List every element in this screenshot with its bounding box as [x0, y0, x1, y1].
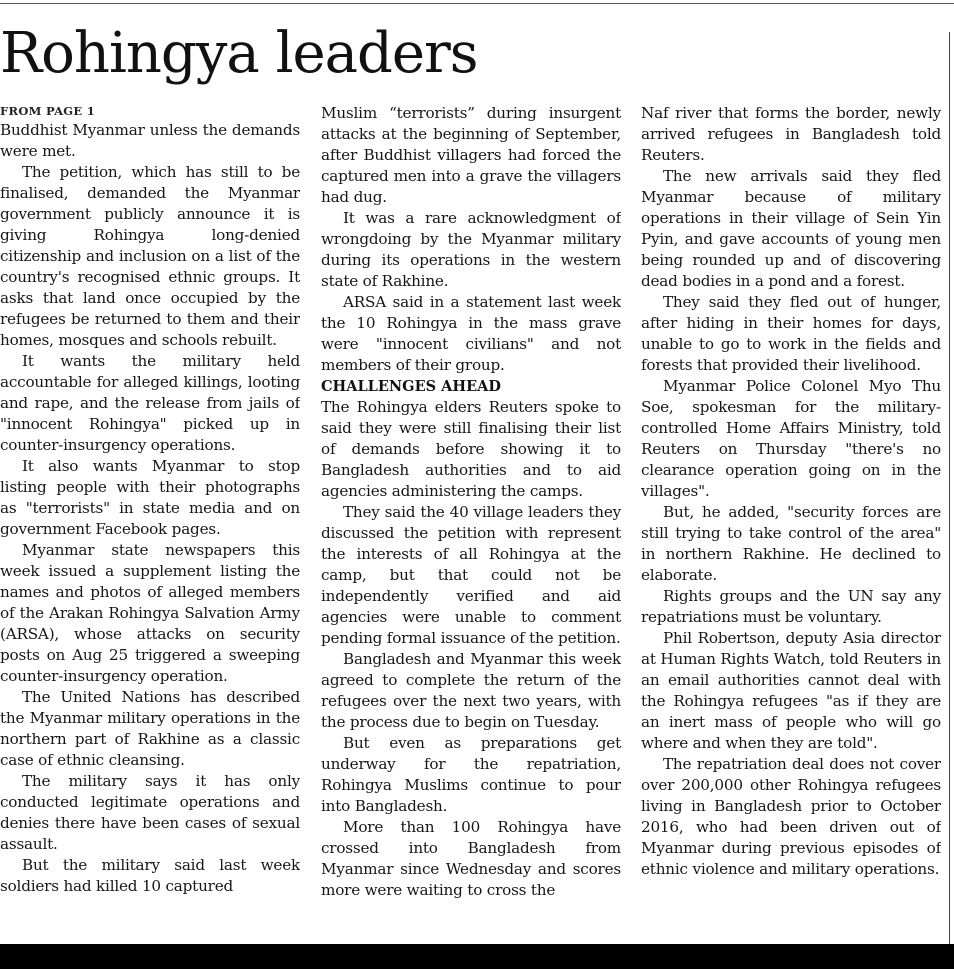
paragraph: Phil Robertson, deputy Asia director at Human Rights Watch, told Reuters in an email authorities cannot deal with the Rohingya refugees "as if they are an inert mass of people who will go where and when they are told".	[641, 629, 941, 752]
column-3	[641, 103, 941, 944]
paragraph: Rights groups and the UN say any repatriations must be voluntary.	[641, 587, 941, 626]
subhead-challenges-ahead: CHALLENGES AHEAD	[321, 378, 501, 395]
paragraph: Muslim “terrorists” during insurgent attacks at the beginning of September, after Buddhist villagers had forced the captured men into a grave the villagers had dug.	[321, 104, 621, 206]
column-rule	[949, 32, 950, 944]
paragraph: The repatriation deal does not cover over 200,000 other Rohingya refugees living in Bangladesh prior to October 2016, who had been driven out of Myanmar during previous episodes of ethnic violence and military operations.	[641, 755, 941, 878]
paragraph: The military says it has only conducted legitimate operations and denies there have been cases of sexual assault.	[0, 772, 300, 853]
paragraph: The Rohingya elders Reuters spoke to said they were still finalising their list of demands before showing it to Bangladesh authorities and to aid agencies administering the camps.	[321, 398, 621, 500]
paragraph: It was a rare acknowledgment of wrongdoing by the Myanmar military during its operations in the western state of Rakhine.	[321, 209, 621, 290]
paragraph: ARSA said in a statement last week the 10 Rohingya in the mass grave were "innocent civilians" and not members of their group.	[321, 293, 621, 374]
paragraph: They said the 40 village leaders they discussed the petition with represent the interests of all Rohingya at the camp, but that could not be independently verified and aid agencies were unable to comment pending formal issuance of the petition.	[321, 503, 621, 647]
column-1	[0, 103, 300, 944]
paragraph: It also wants Myanmar to stop listing people with their photographs as "terrorists" in state media and on government Facebook pages.	[0, 457, 300, 538]
paragraph: Myanmar state newspapers this week issued a supplement listing the names and photos of alleged members of the Arakan Rohingya Salvation Army (ARSA), whose attacks on security posts on Aug 25 triggered a sweeping counter-insurgency operation.	[0, 541, 300, 685]
paragraph: Buddhist Myanmar unless the demands were met.	[0, 121, 300, 160]
paragraph: Bangladesh and Myanmar this week agreed to complete the return of the refugees over the next two years, with the process due to begin on Tuesday.	[321, 650, 621, 731]
paragraph: Myanmar Police Colonel Myo Thu Soe, spokesman for the military-controlled Home Affairs Ministry, told Reuters on Thursday "there's no clearance operation going on in the villages".	[641, 377, 941, 500]
paragraph: The United Nations has described the Myanmar military operations in the northern part of Rakhine as a classic case of ethnic cleansing.	[0, 688, 300, 769]
paragraph: But, he added, "security forces are still trying to take control of the area" in northern Rakhine. He declined to elaborate.	[641, 503, 941, 584]
bottom-bar	[0, 944, 954, 969]
paragraph: They said they fled out of hunger, after hiding in their homes for days, unable to go to work in the fields and forests that provided their livelihood.	[641, 293, 941, 374]
kicker-from-page: FROM PAGE 1	[0, 104, 96, 118]
top-rule	[0, 3, 954, 4]
paragraph: But the military said last week soldiers had killed 10 captured	[0, 856, 300, 895]
paragraph: But even as preparations get underway for the repatriation, Rohingya Muslims continue to pour into Bangladesh.	[321, 734, 621, 815]
column-2	[321, 103, 621, 944]
paragraph: More than 100 Rohingya have crossed into Bangladesh from Myanmar since Wednesday and scores more were waiting to cross the	[321, 818, 621, 899]
paragraph: The petition, which has still to be finalised, demanded the Myanmar government publicly announce it is giving Rohingya long-denied citizenship and inclusion on a list of the country's recognised ethnic groups. It asks that land once occupied by the refugees be returned to them and their homes, mosques and schools rebuilt.	[0, 163, 300, 349]
paragraph: It wants the military held accountable for alleged killings, looting and rape, and the release from jails of "innocent Rohingya" picked up in counter-insurgency operations.	[0, 352, 300, 454]
headline: Rohingya leaders	[0, 21, 478, 86]
paragraph: Naf river that forms the border, newly arrived refugees in Bangladesh told Reuters.	[641, 104, 941, 164]
paragraph: The new arrivals said they fled Myanmar because of military operations in their village of Sein Yin Pyin, and gave accounts of young men being rounded up and of discovering dead bodies in a pond and a forest.	[641, 167, 941, 290]
